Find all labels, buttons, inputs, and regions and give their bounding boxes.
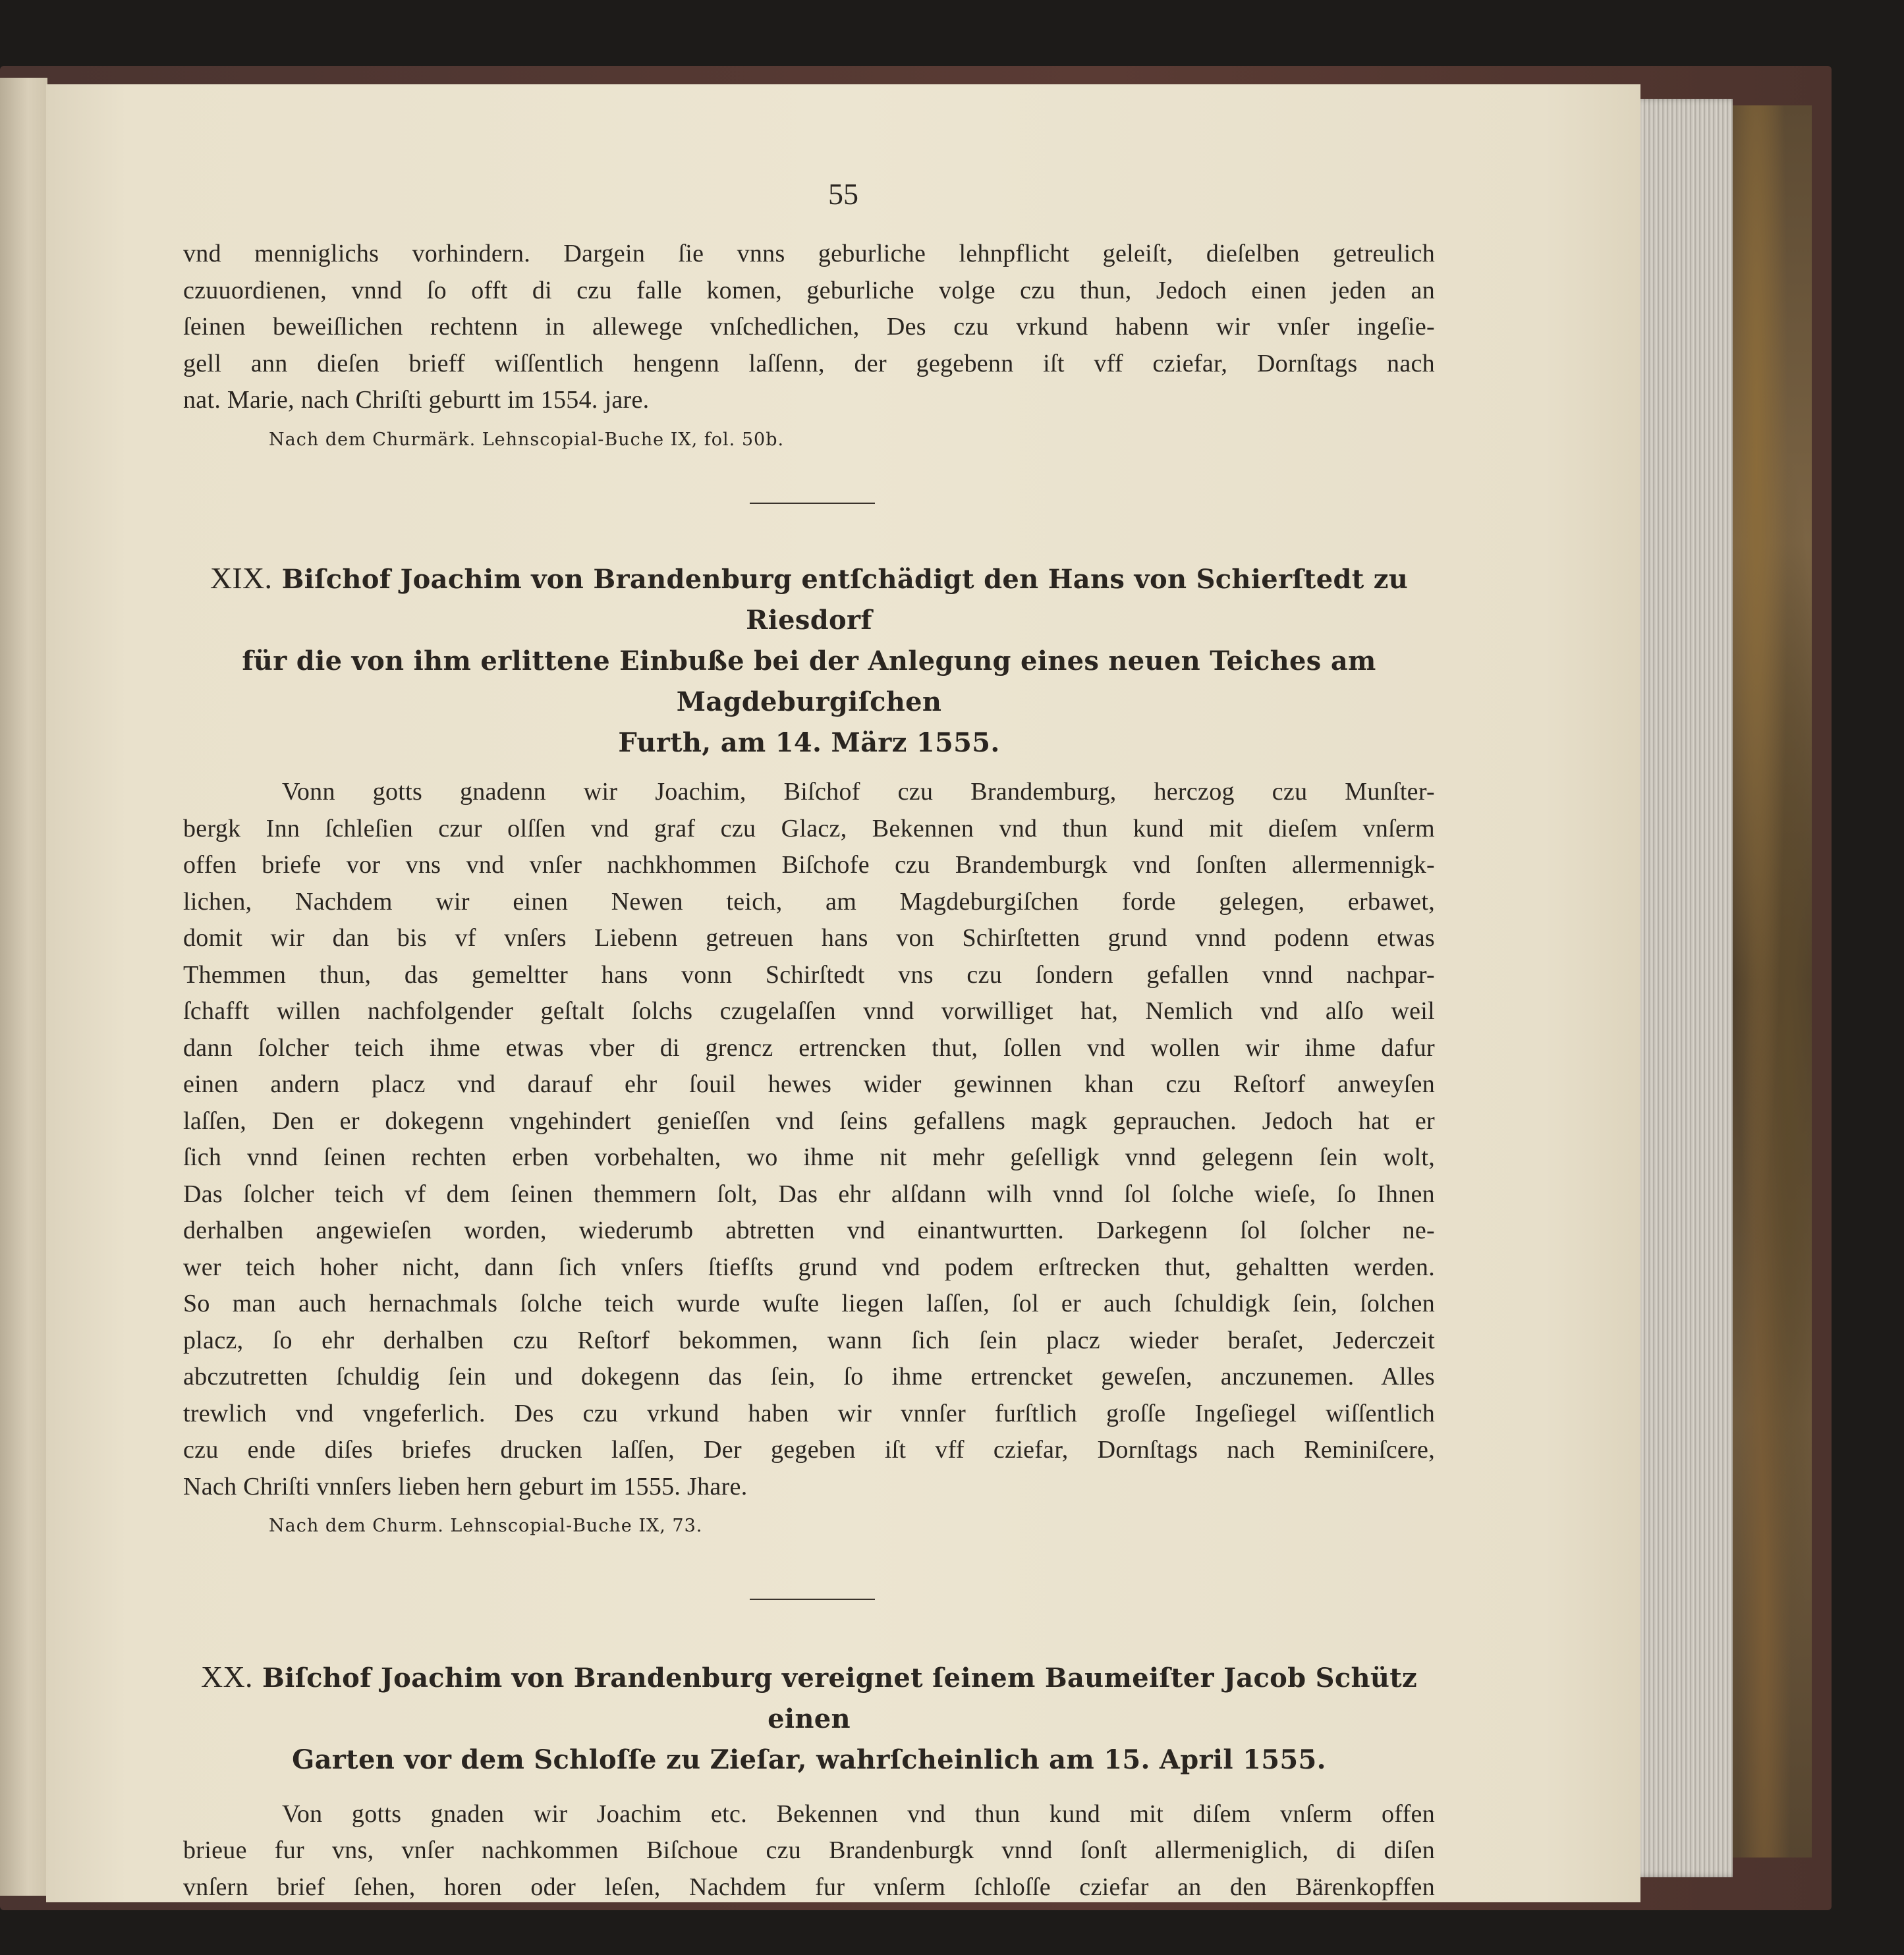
text-line: laſſen, Den er dokegenn vngehindert genieſſen vnd ſeins gefallens magk geprauchen. Jedoch hat er (183, 1107, 1435, 1135)
text-line: Nach Chriſti vnnſers lieben hern geburt im 1555. Jhare. (183, 1472, 748, 1501)
text-line: vnſern brief ſehen, horen oder leſen, Nachdem fur vnſerm ſchloſſe cziefar an den Bärenkopffen (183, 1873, 1435, 1901)
text-line: vnd menniglichs vorhindern. Dargein ſie vnns geburliche lehnpflicht geleiſt, dieſelben getreulich (183, 240, 1435, 267)
section-divider (750, 1599, 875, 1600)
text-line: So man auch hernachmals ſolche teich wurde wuſte liegen laſſen, ſol er auch ſchuldigk ſein, ſolchen (183, 1290, 1435, 1317)
continuation-paragraph (183, 236, 1435, 419)
document-heading-xix (183, 558, 1435, 763)
text-line: derhalben angewieſen worden, wiederumb abtretten vnd einantwurtten. Darkegenn ſol ſolcher ne- (183, 1217, 1435, 1244)
heading-line: Furth, am 14. März 1555. (618, 727, 1000, 758)
book-page (46, 84, 1640, 1902)
document-body-xix (183, 774, 1435, 1505)
text-line: domit wir dan bis vf vnſers Liebenn getreuen hans von Schirſtetten grund vnnd podenn etwas (183, 924, 1435, 952)
page-block-edges (1627, 99, 1733, 1877)
text-line: nat. Marie, nach Chriſti geburtt im 1554. jare. (183, 386, 650, 414)
document-number: XIX. (210, 561, 273, 595)
text-line: abczutretten ſchuldig ſein und dokegenn das ſein, ſo ihme ertrencket geweſen, anczunemen. Alles (183, 1363, 1435, 1391)
text-line: gell ann dieſen brieff wiſſentlich hengenn laſſenn, der gegebenn iſt vff cziefar, Dornſtags nach (183, 349, 1435, 377)
text-line: trewlich vnd vngeferlich. Des czu vrkund haben wir vnnſer furſtlich groſſe Ingeſiegel wiſſentlich (183, 1399, 1435, 1427)
source-note: Nach dem Churmärk. Lehnscopial-Buche IX, fol. 50b. (269, 429, 785, 450)
document-heading-xx (183, 1657, 1435, 1780)
text-line: dann ſolcher teich ihme etwas vber di grencz ertrencken thut, ſollen vnd wollen wir ihme dafur (183, 1033, 1435, 1062)
text-line: brieue fur vns, vnſer nachkommen Biſchoue czu Brandenburgk vnnd ſonſt allermeniglich, di diſen (183, 1836, 1435, 1864)
text-line: Vonn gotts gnadenn wir Joachim, Biſchof czu Brandemburg, herczog czu Munſter- (282, 778, 1435, 806)
text-line: ſeinen beweiſlichen rechtenn in allewege vnſchedlichen, Des czu vrkund habenn wir vnſer ingeſie- (183, 313, 1435, 341)
heading-line: Garten vor dem Schloſſe zu Zieſar, wahrſcheinlich am 15. April 1555. (292, 1744, 1326, 1775)
left-page-edge (0, 78, 47, 1896)
heading-line: XIX. Biſchof Joachim von Brandenburg entſchädigt den Hans von Schierſtedt zu Riesdorf (210, 561, 1409, 636)
text-line: lichen, Nachdem wir einen Newen teich, am Magdeburgiſchen forde gelegen, erbawet, (183, 887, 1435, 916)
page-number: 55 (828, 177, 858, 211)
document-body-xx (183, 1796, 1435, 1906)
text-line: placz, ſo ehr derhalben czu Reſtorf bekommen, wann ſich ſein placz wieder beraſet, Jederczeit (183, 1326, 1435, 1354)
text-line: ſchafft willen nachfolgender geſtalt ſolchs czugelaſſen vnnd vorwilliget hat, Nemlich vnd alſo weil (183, 997, 1435, 1025)
text-line: bergk Inn ſchleſien czur olſſen vnd graf czu Glacz, Bekennen vnd thun kund mit dieſem vnſerm (183, 814, 1435, 842)
marbled-endpaper (1733, 105, 1812, 1858)
source-note: Nach dem Churm. Lehnscopial-Buche IX, 73. (269, 1516, 703, 1536)
text-line: Themmen thun, das gemeltter hans vonn Schirſtedt vns czu ſondern gefallen vnnd nachpar- (183, 960, 1435, 989)
text-line: offen briefe vor vns vnd vnſer nachkhommen Biſchofe czu Brandemburgk vnd ſonſten allermennigk- (183, 851, 1435, 879)
text-line: einen andern placz vnd darauf ehr ſouil hewes wider gewinnen khan czu Reſtorf anweyſen (183, 1070, 1435, 1098)
section-divider (750, 503, 875, 504)
page-text (183, 236, 1435, 1906)
heading-line: XX. Biſchof Joachim von Brandenburg vereignet ſeinem Baumeiſter Jacob Schütz einen (200, 1659, 1418, 1734)
text-line: Von gotts gnaden wir Joachim etc. Bekennen vnd thun kund mit diſem vnſerm offen (282, 1800, 1435, 1828)
heading-line: für die von ihm erlittene Einbuße bei der Anlegung eines neuen Teiches am Magdeburgiſchen (242, 646, 1376, 717)
text-line: ſich vnnd ſeinen rechten erben vorbehalten, wo ihme nit mehr geſelligk vnnd gelegenn ſein wolt, (183, 1143, 1435, 1171)
text-line: Das ſolcher teich vf dem ſeinen themmern ſolt, Das ehr alſdann wilh vnnd ſol ſolche wieſe, ſo Ihnen (183, 1180, 1435, 1208)
document-number: XX. (200, 1659, 253, 1693)
text-line: czuuordienen, vnnd ſo offt di czu falle komen, geburliche volge czu thun, Jedoch einen jeden an (183, 276, 1435, 304)
text-line: czu ende diſes briefes drucken laſſen, Der gegeben iſt vff cziefar, Dornſtags nach Reminiſcere, (183, 1436, 1435, 1464)
text-line: wer teich hoher nicht, dann ſich vnſers ſtiefſts grund vnd podem erſtrecken thut, gehaltten werden. (183, 1253, 1435, 1281)
